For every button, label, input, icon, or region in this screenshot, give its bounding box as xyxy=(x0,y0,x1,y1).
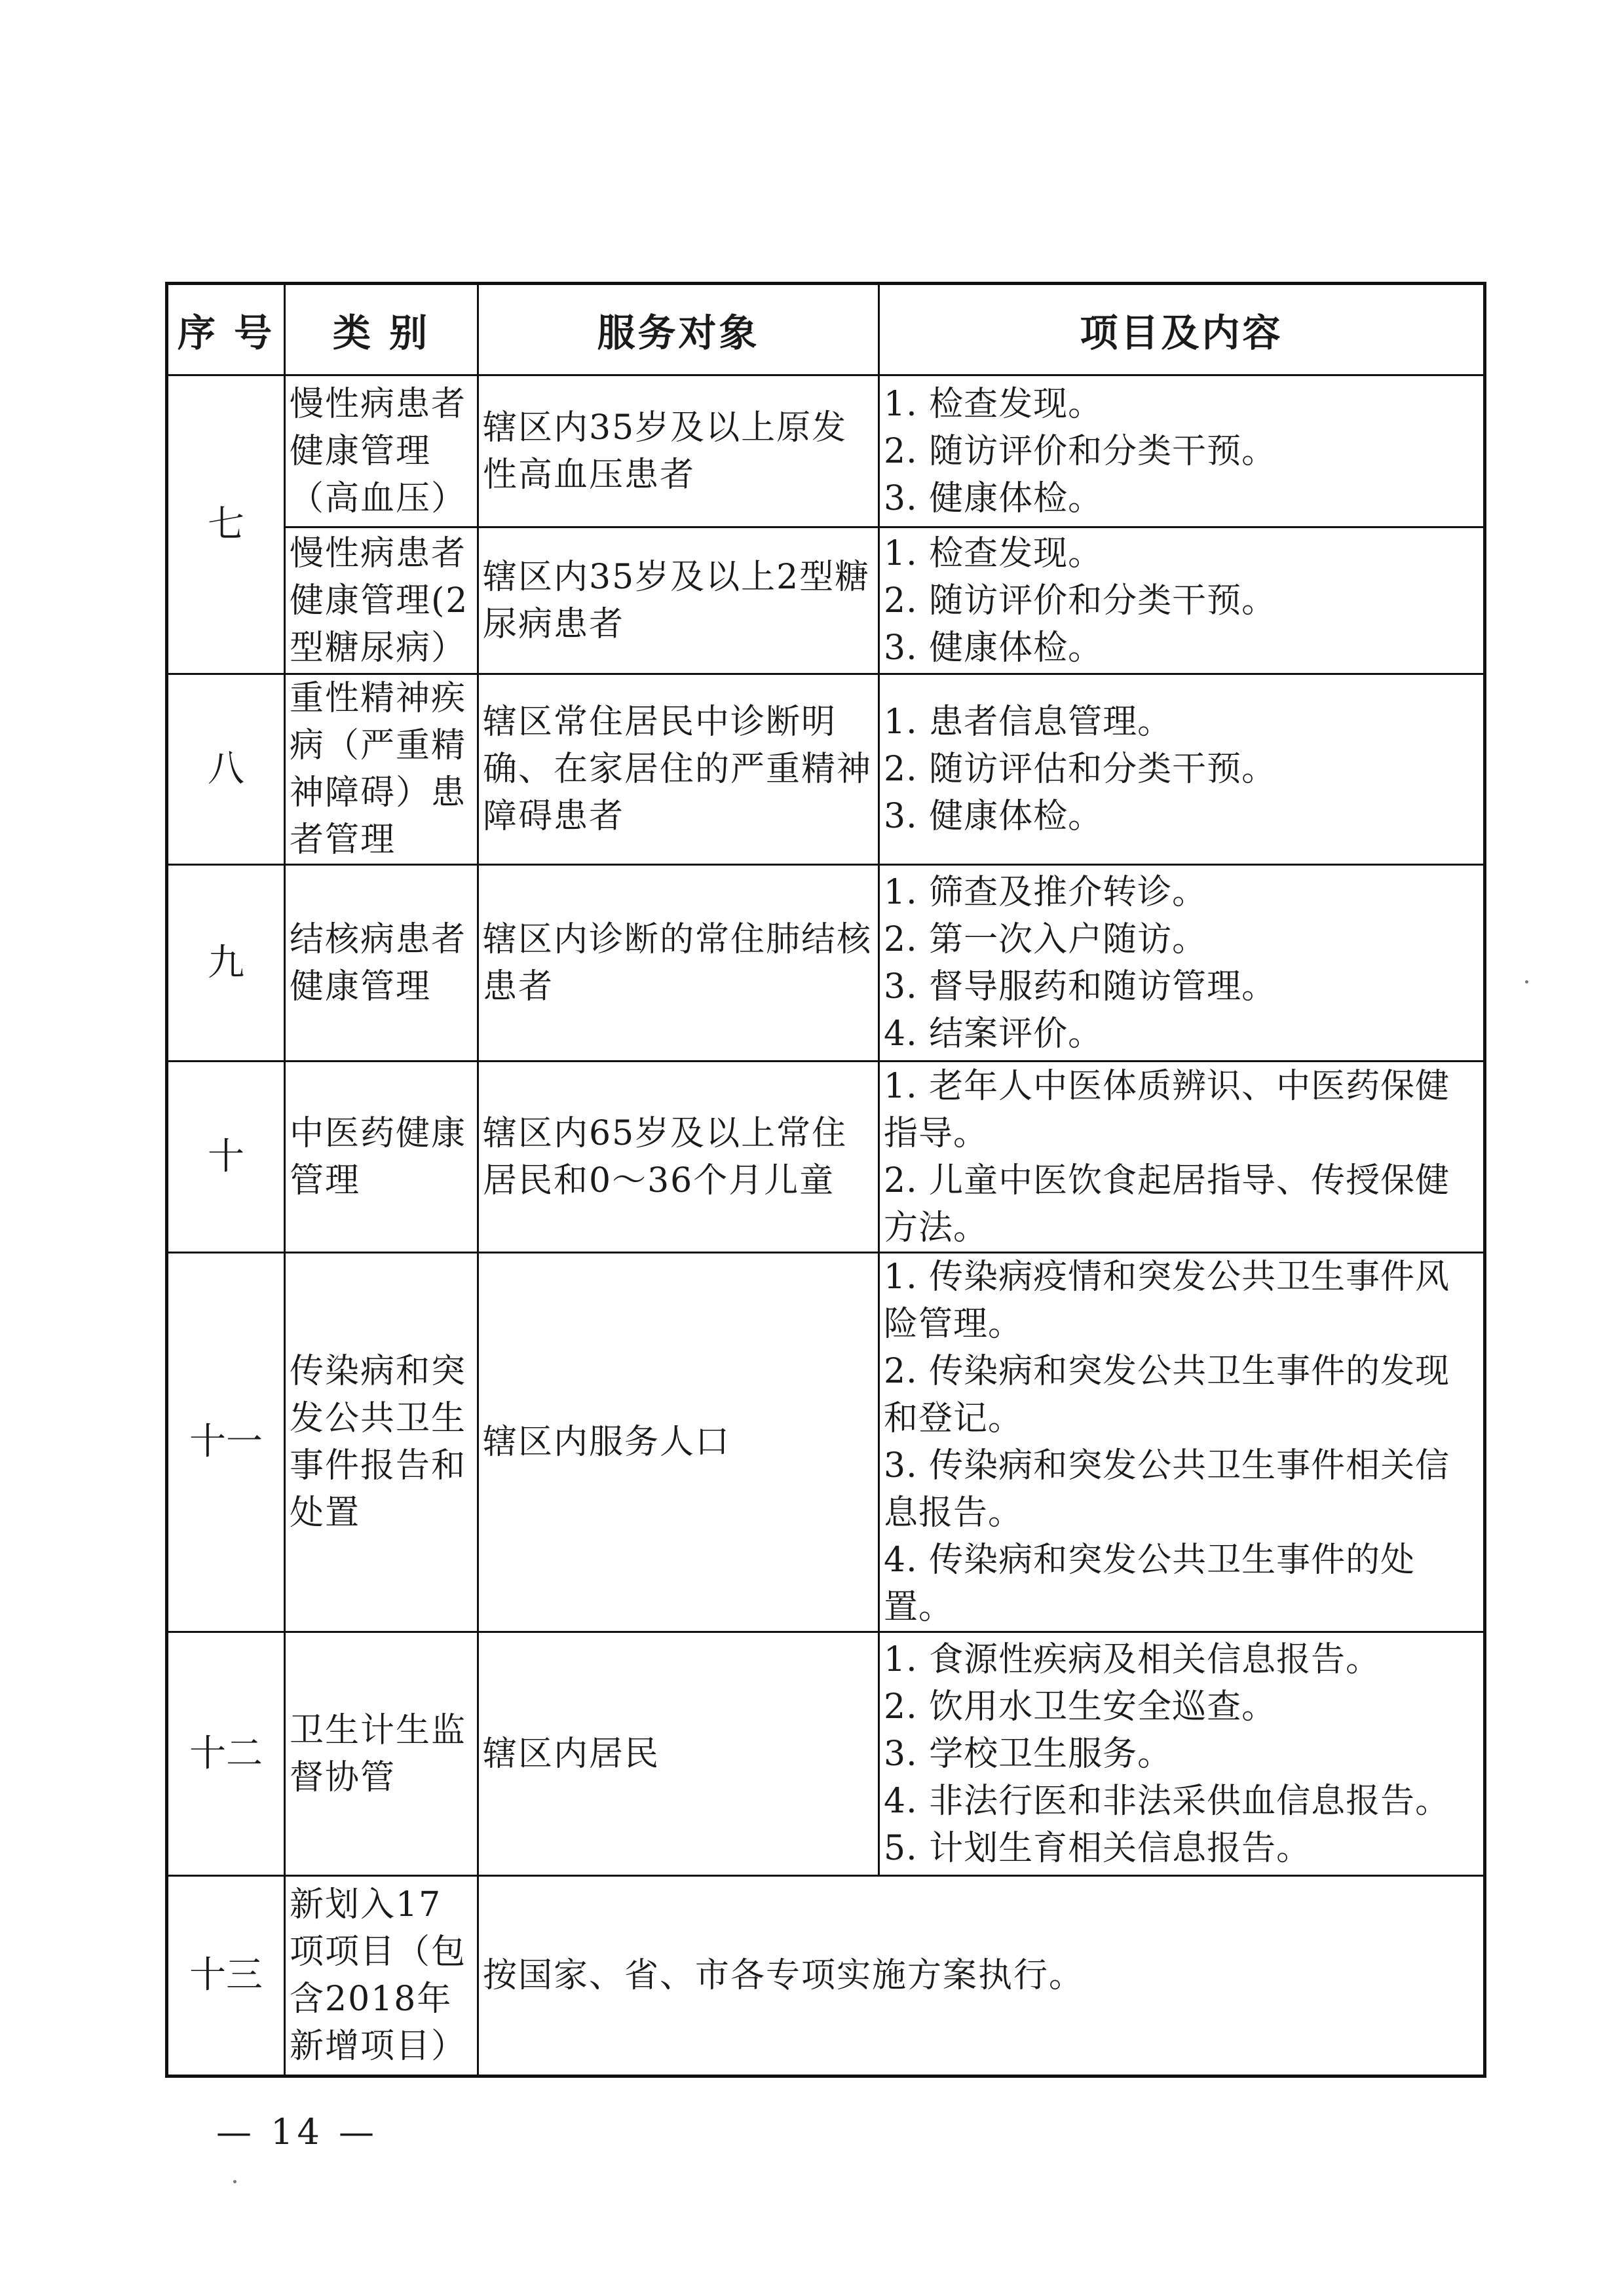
content-item: 1. 传染病疫情和突发公共卫生事件风险管理。 xyxy=(884,1257,1450,1344)
row-content xyxy=(879,1632,1485,1876)
row-seq: 十三 xyxy=(167,1876,285,2076)
scan-speck xyxy=(1525,980,1528,984)
content-item: 1. 筛查及推介转诊。 xyxy=(884,872,1207,912)
row-target: 辖区内35岁及以上2型糖尿病患者 xyxy=(478,527,879,674)
row-seq: 九 xyxy=(167,865,285,1062)
row-category: 结核病患者健康管理 xyxy=(285,865,478,1062)
scan-speck xyxy=(233,2180,236,2183)
table-row xyxy=(167,1253,1485,1632)
content-item: 1. 食源性疾病及相关信息报告。 xyxy=(884,1639,1381,1679)
row-seq: 十一 xyxy=(167,1253,285,1632)
table-row xyxy=(167,527,1485,674)
row-category: 新划入17项项目（包含2018年新增项目） xyxy=(285,1876,478,2076)
table-row xyxy=(167,1632,1485,1876)
content-item: 2. 随访评估和分类干预。 xyxy=(884,750,1277,789)
row-seq: 八 xyxy=(167,674,285,865)
row-category: 中医药健康管理 xyxy=(285,1062,478,1253)
content-item: 5. 计划生育相关信息报告。 xyxy=(884,1828,1312,1868)
table-header-row xyxy=(167,284,1485,375)
table-row xyxy=(167,865,1485,1062)
row-category: 慢性病患者健康管理(2型糖尿病） xyxy=(285,527,478,674)
content-item: 2. 传染病和突发公共卫生事件的发现和登记。 xyxy=(884,1352,1450,1438)
table-row xyxy=(167,1876,1485,2076)
content-item: 2. 随访评价和分类干预。 xyxy=(884,431,1277,471)
row-target: 辖区内诊断的常住肺结核患者 xyxy=(478,865,879,1062)
content-item: 1. 老年人中医体质辨识、中医药保健指导。 xyxy=(884,1066,1450,1153)
content-item: 2. 随访评价和分类干预。 xyxy=(884,581,1277,621)
row-target-merged: 按国家、省、市各专项实施方案执行。 xyxy=(478,1876,1485,2076)
content-item: 3. 健康体检。 xyxy=(884,797,1103,836)
row-seq: 七 xyxy=(167,375,285,674)
content-item: 4. 非法行医和非法采供血信息报告。 xyxy=(884,1781,1450,1821)
service-table xyxy=(165,282,1486,2078)
table-row xyxy=(167,375,1485,527)
header-target: 服务对象 xyxy=(478,284,879,375)
content-item: 3. 督导服药和随访管理。 xyxy=(884,966,1277,1006)
row-category: 卫生计生监督协管 xyxy=(285,1632,478,1876)
header-seq: 序 号 xyxy=(167,284,285,375)
content-item: 2. 儿童中医饮食起居指导、传授保健方法。 xyxy=(884,1160,1450,1248)
service-table-container xyxy=(165,282,1483,2078)
row-target: 辖区内35岁及以上原发性高血压患者 xyxy=(478,375,879,527)
row-content xyxy=(879,1253,1485,1632)
content-item: 1. 患者信息管理。 xyxy=(884,702,1173,742)
row-seq: 十二 xyxy=(167,1632,285,1876)
content-item: 2. 第一次入户随访。 xyxy=(884,919,1207,959)
content-item: 4. 传染病和突发公共卫生事件的处置。 xyxy=(884,1540,1416,1627)
row-content xyxy=(879,865,1485,1062)
row-target: 辖区内服务人口 xyxy=(478,1253,879,1632)
row-seq: 十 xyxy=(167,1062,285,1253)
page-number: — 14 — xyxy=(216,2111,379,2152)
row-content xyxy=(879,527,1485,674)
header-content: 项目及内容 xyxy=(879,284,1485,375)
row-category: 慢性病患者健康管理（高血压） xyxy=(285,375,478,527)
row-target: 辖区内居民 xyxy=(478,1632,879,1876)
content-item: 4. 结案评价。 xyxy=(884,1014,1103,1054)
row-content xyxy=(879,1062,1485,1253)
content-item: 3. 传染病和突发公共卫生事件相关信息报告。 xyxy=(884,1446,1450,1533)
row-category: 重性精神疾病（严重精神障碍）患者管理 xyxy=(285,674,478,865)
content-item: 1. 检查发现。 xyxy=(884,533,1103,573)
table-row xyxy=(167,674,1485,865)
row-target: 辖区常住居民中诊断明确、在家居住的严重精神障碍患者 xyxy=(478,674,879,865)
row-content xyxy=(879,375,1485,527)
table-row xyxy=(167,1062,1485,1253)
content-item: 1. 检查发现。 xyxy=(884,384,1103,424)
row-content xyxy=(879,674,1485,865)
header-category: 类 别 xyxy=(285,284,478,375)
content-item: 3. 学校卫生服务。 xyxy=(884,1734,1173,1774)
content-item: 3. 健康体检。 xyxy=(884,628,1103,668)
content-item: 2. 饮用水卫生安全巡查。 xyxy=(884,1687,1277,1727)
row-target: 辖区内65岁及以上常住居民和0～36个月儿童 xyxy=(478,1062,879,1253)
content-item: 3. 健康体检。 xyxy=(884,478,1103,518)
row-category: 传染病和突发公共卫生事件报告和处置 xyxy=(285,1253,478,1632)
